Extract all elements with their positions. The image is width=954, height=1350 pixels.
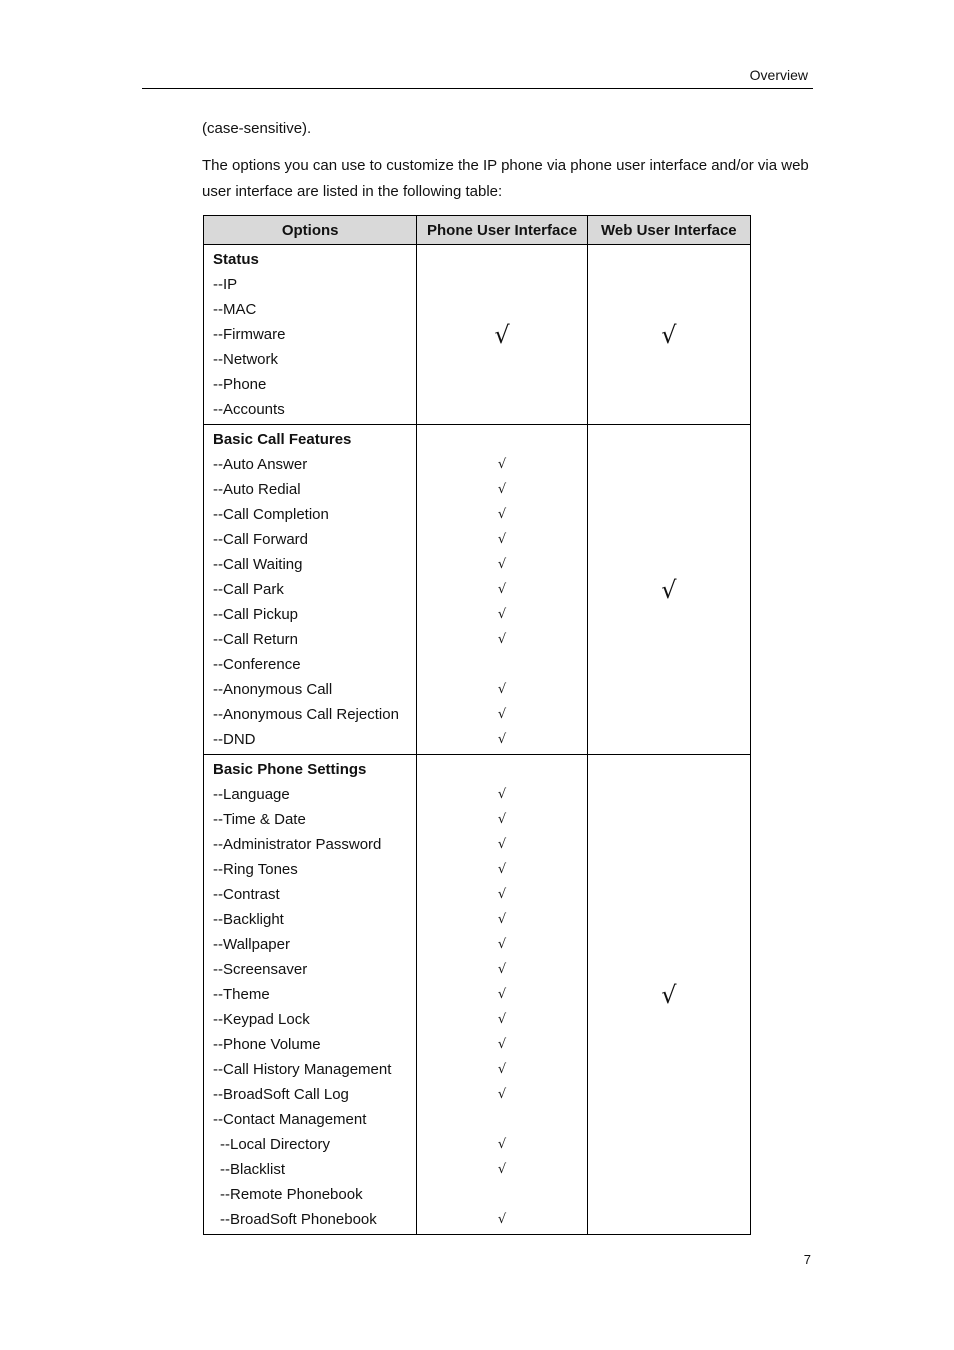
list-item: --Screensaver [213,961,308,978]
spacer [417,427,586,452]
check-mark-icon: √ [497,482,507,497]
list-item: --Administrator Password [213,836,382,853]
check-mark-icon: √ [497,962,507,977]
check-mark-icon: √ [497,987,507,1002]
intro-paragraph: The options you can use to customize the IP phone via phone user interface and/or via web user interface are listed in the following table: [202,157,809,200]
check-mark-icon: √ [497,707,507,722]
group-title: Status [213,251,259,268]
check-mark-icon: √ [494,320,510,349]
check-mark-icon: √ [497,1087,507,1102]
check-mark-icon: √ [497,887,507,902]
web-ui-cell [587,755,750,1235]
options-cell [204,245,417,425]
list-item: --Keypad Lock [213,1011,310,1028]
check-mark-icon: √ [497,1037,507,1052]
list-item: --Network [213,351,279,368]
group-title: Basic Phone Settings [213,761,367,778]
table-row [204,245,751,425]
check-mark-icon: √ [497,837,507,852]
check-mark-icon: √ [497,937,507,952]
check-mark-icon: √ [497,532,507,547]
list-item: --Call Completion [213,506,329,523]
check-mark-icon: √ [497,1012,507,1027]
options-cell [204,755,417,1235]
check-mark-icon: √ [497,632,507,647]
check-mark-icon: √ [497,1162,507,1177]
list-item: --BroadSoft Call Log [213,1086,349,1103]
header-rule [142,88,813,89]
check-mark-icon: √ [497,787,507,802]
list-item: --Ring Tones [213,861,298,878]
list-item: --Call Waiting [213,556,303,573]
check-mark-icon: √ [497,812,507,827]
header-options: Options [204,216,417,245]
list-item: --BroadSoft Phonebook [220,1211,377,1228]
list-item: --Time & Date [213,811,306,828]
list-item: --Theme [213,986,270,1003]
table-body [204,245,751,1235]
group-title: Basic Call Features [213,431,352,448]
web-ui-cell [587,245,750,425]
list-item: --Local Directory [220,1136,331,1153]
list-item: --Anonymous Call Rejection [213,706,399,723]
phone-ui-cell [417,755,587,1235]
phone-ui-cell [417,245,587,425]
check-mark-icon: √ [497,682,507,697]
check-mark-icon: √ [497,862,507,877]
check-mark-icon: √ [497,582,507,597]
header-phone-ui: Phone User Interface [417,216,587,245]
list-item: --MAC [213,301,257,318]
check-mark-icon: √ [661,980,677,1009]
list-item: --Anonymous Call [213,681,333,698]
list-item: --Call Forward [213,531,309,548]
check-mark-icon: √ [497,732,507,747]
list-item: --Call Park [213,581,284,598]
list-item: --Phone [213,376,267,393]
spacer [417,757,586,782]
web-ui-cell [587,425,750,755]
table-header-row [204,216,751,245]
list-item: --Contact Management [213,1111,367,1128]
phone-ui-cell [417,425,587,755]
check-mark-icon: √ [661,320,677,349]
running-header-title: Overview [749,67,808,83]
options-cell [204,425,417,755]
list-item: --Call Pickup [213,606,299,623]
check-mark-icon: √ [497,607,507,622]
list-item: --Contrast [213,886,280,903]
options-table [203,215,751,1235]
empty-check [417,1182,586,1207]
list-item: --IP [213,276,238,293]
list-item: --DND [213,731,256,748]
list-item: --Backlight [213,911,284,928]
page-number: 7 [803,1252,811,1267]
check-mark-icon: √ [497,1062,507,1077]
list-item: --Phone Volume [213,1036,321,1053]
empty-check [417,652,586,677]
check-mark-icon: √ [497,557,507,572]
check-mark-icon: √ [497,507,507,522]
list-item: --Auto Answer [213,456,308,473]
header-web-ui: Web User Interface [587,216,750,245]
list-item: --Call Return [213,631,299,648]
intro-line-1: (case-sensitive). [202,120,312,137]
check-mark-icon: √ [497,1212,507,1227]
list-item: --Wallpaper [213,936,290,953]
check-mark-icon: √ [497,1137,507,1152]
list-item: --Remote Phonebook [220,1186,363,1203]
empty-check [417,1107,586,1132]
list-item: --Call History Management [213,1061,392,1078]
list-item: --Language [213,786,290,803]
table-row [204,755,751,1235]
list-item: --Firmware [213,326,286,343]
check-mark-icon: √ [661,575,677,604]
list-item: --Accounts [213,401,285,418]
list-item: --Conference [213,656,301,673]
list-item: --Auto Redial [213,481,301,498]
table-row [204,425,751,755]
check-mark-icon: √ [497,912,507,927]
check-mark-icon: √ [497,457,507,472]
list-item: --Blacklist [220,1161,286,1178]
